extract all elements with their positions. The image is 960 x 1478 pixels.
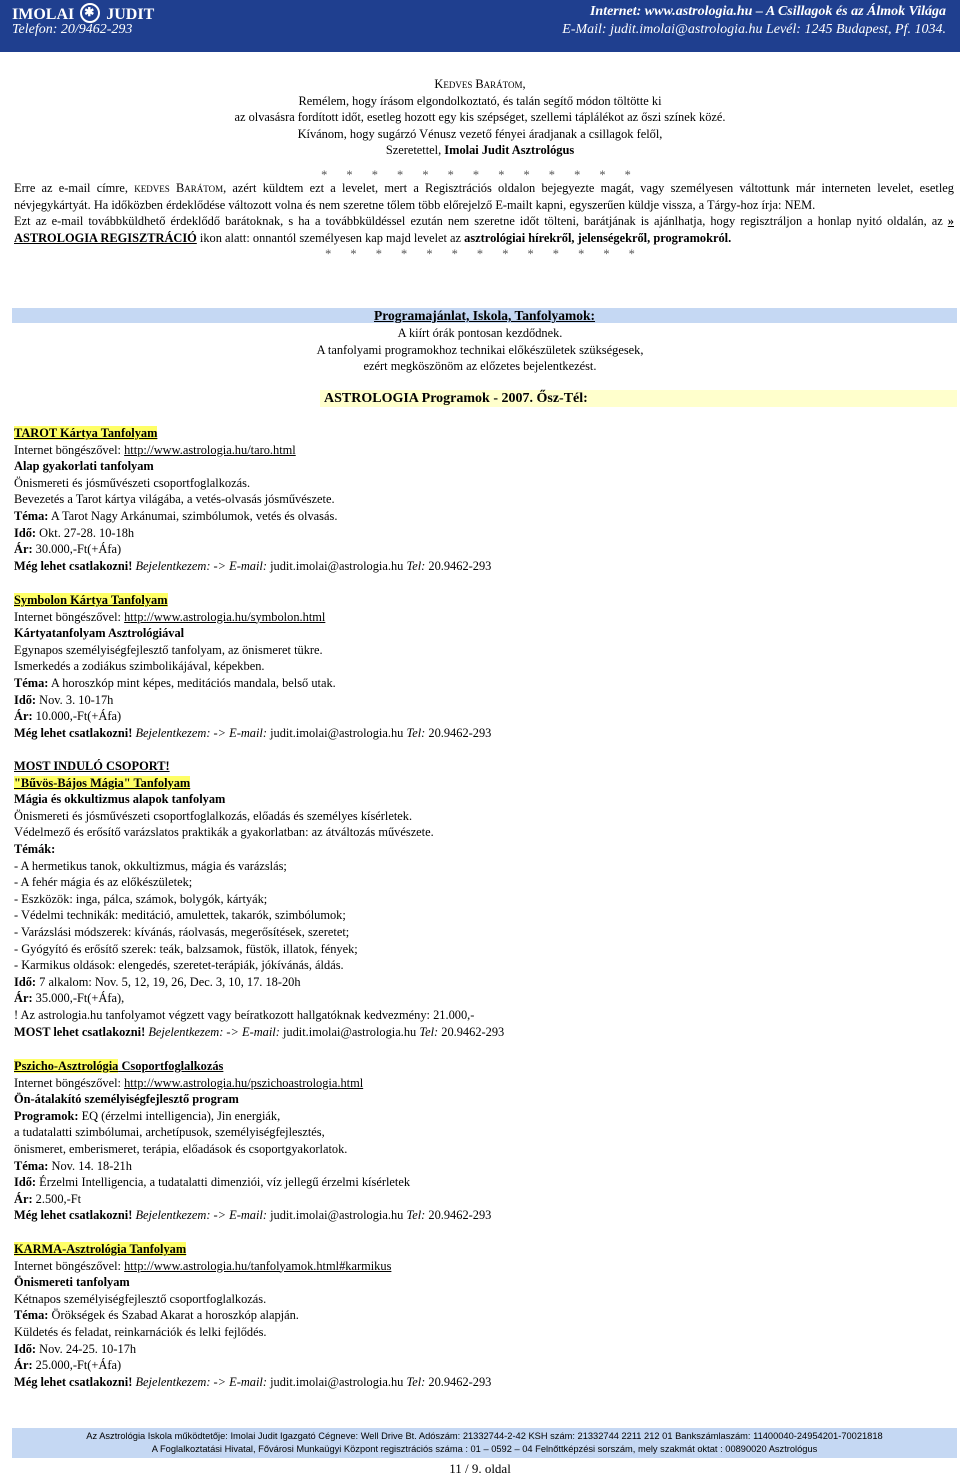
join-label: Még lehet csatlakozni! xyxy=(14,1374,133,1389)
topic-label: Téma: xyxy=(14,675,49,690)
course-url[interactable]: http://www.astrologia.hu/pszichoastrologia.html xyxy=(124,1075,364,1090)
topic-item: - Gyógyító és erősítő szerek: teák, balzsamok, füstök, illatok, fények; xyxy=(14,941,358,956)
register-label: Bejelentkezem: -> E-mail: xyxy=(132,558,271,573)
brand-name-left: IMOLAI xyxy=(12,6,75,23)
course-title[interactable]: Symbolon Kártya Tanfolyam xyxy=(14,593,168,607)
time-label: Idő: xyxy=(14,1175,37,1190)
course-subtitle: Mágia és okkultizmus alapok tanfolyam xyxy=(14,792,226,807)
time-label: Idő: xyxy=(14,974,37,989)
group-start-notice: MOST INDULÓ CSOPORT! xyxy=(14,759,170,773)
time-label: Idő: xyxy=(14,1341,37,1356)
tel-number: 20.9462-293 xyxy=(428,558,492,573)
browser-label: Internet böngészővel: xyxy=(14,609,125,624)
course-karma xyxy=(14,1241,954,1390)
time-label: Idő: xyxy=(14,525,37,540)
course-time: Nov. 3. 10-17h xyxy=(36,692,114,707)
signature-name: Imolai Judit Asztrológus xyxy=(444,143,575,158)
tel-label: Tel: xyxy=(403,725,429,740)
course-time: Nov. 24-25. 10-17h xyxy=(36,1341,137,1356)
register-label: Bejelentkezem: -> E-mail: xyxy=(145,1024,283,1039)
tel-number: 20.9462-293 xyxy=(428,1208,492,1223)
topic-item: - Védelmi technikák: meditáció, amulettek, takarók, szimbólumok; xyxy=(14,908,346,923)
browser-label: Internet böngészővel: xyxy=(14,1258,125,1273)
price-label: Ár: xyxy=(14,991,33,1006)
season-bar xyxy=(320,390,957,407)
course-subtitle: Önismereti tanfolyam xyxy=(14,1275,130,1290)
course-line: Védelmező és erősítő varázslatos praktikák a gyakorlatban: az átváltozás művészete. xyxy=(14,825,434,840)
course-time: Okt. 27-28. 10-18h xyxy=(36,525,135,540)
course-price: 10.000,-Ft(+Áfa) xyxy=(32,709,122,724)
header-phone: Telefon: 20/9462-293 xyxy=(12,22,133,37)
topic-item: - A hermetikus tanok, okkultizmus, mágia és varázslás; xyxy=(14,858,287,873)
course-price: 25.000,-Ft(+Áfa) xyxy=(32,1358,122,1373)
programs-notes xyxy=(0,325,960,375)
tel-number: 20.9462-293 xyxy=(441,1024,505,1039)
intro-text-bold: asztrológiai hírekről, jelenségekről, programokról. xyxy=(464,230,732,245)
course-line: Önismereti és jósművészeti csoportfoglalkozás. xyxy=(14,475,251,490)
programs-title-bar xyxy=(12,308,957,323)
course-topic: A horoszkóp mint képes, meditációs mandala, belső utak. xyxy=(48,675,336,690)
course-url[interactable]: http://www.astrologia.hu/symbolon.html xyxy=(124,609,326,624)
course-line: Ismerkedés a zodiákus szimbolikájával, képekben. xyxy=(14,659,265,674)
topics-label: Témák: xyxy=(14,841,56,856)
footer xyxy=(12,1428,957,1458)
course-title[interactable]: "Bűvös-Bájos Mágia" Tanfolyam xyxy=(14,775,191,790)
price-label: Ár: xyxy=(14,1358,33,1373)
course-tarot xyxy=(14,425,954,574)
browser-label: Internet böngészővel: xyxy=(14,442,125,457)
topic-label: Téma: xyxy=(14,1158,49,1173)
browser-label: Internet böngészővel: xyxy=(14,1075,125,1090)
course-price: 30.000,-Ft(+Áfa) xyxy=(32,542,122,557)
discount-note: ! Az astrologia.hu tanfolyamot végzett vagy beíratkozott hallgatóknak kedvezmény: 21.000,- xyxy=(14,1007,475,1022)
join-label: MOST lehet csatlakozni! xyxy=(14,1024,146,1039)
intro-text-part: , azért küldtem ezt a levelet, mert a Regisztrációs oldalon bejegyezte magát, vagy személyesen váltottunk már interneten levelet, esetleg névjegykártyát. Ha időközben érdeklődése változott volna és nem szeretne tőlem több előrejelző E-mailt kapni, egyszerűen küldje vissza, a Tárgy-hoz írja: NEM. xyxy=(14,181,954,212)
topic-item: - Varázslási módszerek: kívánás, ráolvasás, megerősítések, szeretet; xyxy=(14,924,350,939)
time-label: Idő: xyxy=(14,692,37,707)
brand-name-right: JUDIT xyxy=(106,6,155,23)
course-topic: Nov. 14. 18-21h xyxy=(48,1158,132,1173)
intro-text xyxy=(14,180,954,263)
header-contact[interactable]: E-Mail: judit.imolai@astrologia.hu Levél: 1245 Budapest, Pf. 1034. xyxy=(562,22,946,37)
course-programs: EQ (érzelmi intelligencia), Jin energiák, xyxy=(78,1108,281,1123)
tel-number: 20.9462-293 xyxy=(428,1374,492,1389)
footer-company-info: Az Asztrológia Iskola működtetője: Imolai Judit Igazgató Cégneve: Well Drive Bt. Adószám: 21332744-2-42 KSH szám: 21332744 2211 212 01 Bankszámlaszám: 11400040-24954201-70021818 xyxy=(86,1431,883,1441)
course-title-rest[interactable]: Csoportfoglalkozás xyxy=(118,1059,224,1073)
salutation: Kedves Barátom, xyxy=(434,77,526,91)
compass-logo-icon xyxy=(80,3,100,23)
topic-item: - Karmikus oldások: elengedés, szeretet-terápiák, jókívánás, áldás. xyxy=(14,958,344,973)
intro-text-part: Ezt az e-mail továbbküldhető érdeklődő barátoknak, s ha a továbbküldéssel ezután nem szeretne időt tölteni, barátjának is ajánlhatja, hogy regisztráljon a honlap nyitó oldalán, az xyxy=(14,214,948,229)
greeting-line: az olvasásra fordított időt, esetleg hozott egy kis szépséget, szellemi táplálékot az őszi színek közé. xyxy=(234,110,726,125)
price-label: Ár: xyxy=(14,709,33,724)
course-line: önismeret, emberismeret, terápia, előadások és csoportgyakorlatok. xyxy=(14,1141,348,1156)
course-subtitle: Ön-átalakító személyiségfejlesztő program xyxy=(14,1092,239,1107)
header xyxy=(0,0,960,52)
intro-text-part: Erre az e-mail címre, xyxy=(14,181,135,195)
intro-text-part: ikon alatt: onnantól személyesen kap majd levelet az xyxy=(196,230,465,245)
course-title[interactable]: TAROT Kártya Tanfolyam xyxy=(14,426,158,440)
course-line: a tudatalatti szimbólumai, archetípusok, személyiségfejlesztés, xyxy=(14,1125,325,1140)
email-link[interactable]: judit.imolai@astrologia.hu xyxy=(270,1208,404,1223)
programs-note: A kiírt órák pontosan kezdődnek. xyxy=(397,326,563,340)
course-line: Egynapos személyiségfejlesztő tanfolyam, az önismeret tükre. xyxy=(14,642,323,657)
intro-salutation: kedves Barátom xyxy=(134,181,224,195)
topic-label: Téma: xyxy=(14,508,49,523)
course-time: Érzelmi Intelligencia, a tudatalatti dimenziói, víz jellegű érzelmi kísérletek xyxy=(36,1175,411,1190)
topic-item: - Eszközök: inga, pálca, számok, bolygók, kártyák; xyxy=(14,891,268,906)
greeting-line: Remélem, hogy írásom elgondolkoztató, és talán segítő módon töltötte ki xyxy=(298,93,662,108)
email-link[interactable]: judit.imolai@astrologia.hu xyxy=(270,1374,404,1389)
course-title[interactable]: KARMA-Asztrológia Tanfolyam xyxy=(14,1242,187,1256)
course-line: Bevezetés a Tarot kártya világába, a vetés-olvasás jósművészete. xyxy=(14,492,335,507)
signature-prefix: Szeretettel, xyxy=(385,143,445,158)
footer-registration-info: A Foglalkoztatási Hivatal, Fővárosi Munkaügyi Központ regisztrációs száma : 01 – 0592 – 04 Felnőttképzési sorszám, mely szakmát oktat : 00890020 Asztrológus xyxy=(151,1444,818,1454)
course-price: 2.500,-Ft xyxy=(32,1191,82,1206)
tel-label: Tel: xyxy=(403,558,429,573)
header-internet[interactable]: Internet: www.astrologia.hu – A Csillagok és az Álmok Világa xyxy=(589,4,946,19)
course-subtitle: Alap gyakorlati tanfolyam xyxy=(14,459,154,474)
register-label: Bejelentkezem: -> E-mail: xyxy=(132,1374,271,1389)
course-topic: Örökségek és Szabad Akarat a horoszkóp alapján. xyxy=(48,1308,299,1323)
course-url[interactable]: http://www.astrologia.hu/taro.html xyxy=(124,442,296,457)
course-line: Küldetés és feladat, reinkarnációk és lelki fejlődés. xyxy=(14,1324,267,1339)
season-title: ASTROLOGIA Programok - 2007. Ősz-Tél: xyxy=(324,391,588,406)
course-url[interactable]: http://www.astrologia.hu/tanfolyamok.html#karmikus xyxy=(124,1258,392,1273)
email-link[interactable]: judit.imolai@astrologia.hu xyxy=(270,725,404,740)
course-line: Kétnapos személyiségfejlesztő csoportfoglalkozás. xyxy=(14,1291,267,1306)
programs-note: A tanfolyami programokhoz technikai előkészületek szükségesek, xyxy=(316,342,644,357)
topic-item: - A fehér mágia és az előkészületek; xyxy=(14,875,193,890)
stars-divider: * * * * * * * * * * * * * xyxy=(325,247,643,262)
registration-link[interactable]: » ASTROLOGIA REGISZTRÁCIÓ xyxy=(14,214,954,245)
email-link[interactable]: judit.imolai@astrologia.hu xyxy=(282,1024,417,1039)
register-label: Bejelentkezem: -> E-mail: xyxy=(132,725,271,740)
course-symbolon xyxy=(14,592,954,741)
course-title[interactable]: Pszicho-Asztrológia xyxy=(14,1059,119,1073)
tel-label: Tel: xyxy=(403,1208,429,1223)
course-pszicho xyxy=(14,1058,954,1224)
greeting xyxy=(0,76,960,184)
register-label: Bejelentkezem: -> E-mail: xyxy=(132,1208,271,1223)
tel-label: Tel: xyxy=(416,1024,442,1039)
join-label: Még lehet csatlakozni! xyxy=(14,558,133,573)
course-time: 7 alkalom: Nov. 5, 12, 19, 26, Dec. 3, 10, 17. 18-20h xyxy=(36,974,301,989)
tel-label: Tel: xyxy=(403,1374,429,1389)
email-link[interactable]: judit.imolai@astrologia.hu xyxy=(270,558,404,573)
page-number: 11 / 9. oldal xyxy=(449,1461,511,1476)
course-topic: A Tarot Nagy Arkánumai, szimbólumok, vetés és olvasás. xyxy=(48,508,338,523)
price-label: Ár: xyxy=(14,1191,33,1206)
programs-note: ezért megköszönöm az előzetes bejelentkezést. xyxy=(363,359,597,374)
programs-title: Programajánlat, Iskola, Tanfolyamok: xyxy=(373,308,596,323)
course-price: 35.000,-Ft(+Áfa), xyxy=(32,991,125,1006)
greeting-line: Kívánom, hogy sugárzó Vénusz vezető fényei áradjanak a csillagok felől, xyxy=(297,126,663,141)
topic-label: Téma: xyxy=(14,1308,49,1323)
programs-label: Programok: xyxy=(14,1108,79,1123)
course-line: Önismereti és jósművészeti csoportfoglalkozás, előadás és személyes kísérletek. xyxy=(14,808,413,823)
join-label: Még lehet csatlakozni! xyxy=(14,1208,133,1223)
join-label: Még lehet csatlakozni! xyxy=(14,725,133,740)
price-label: Ár: xyxy=(14,542,33,557)
course-magia xyxy=(14,758,954,1040)
tel-number: 20.9462-293 xyxy=(428,725,492,740)
stars-divider: * * * * * * * * * * * * * xyxy=(321,167,639,182)
course-subtitle: Kártyatanfolyam Asztrológiával xyxy=(14,626,185,641)
